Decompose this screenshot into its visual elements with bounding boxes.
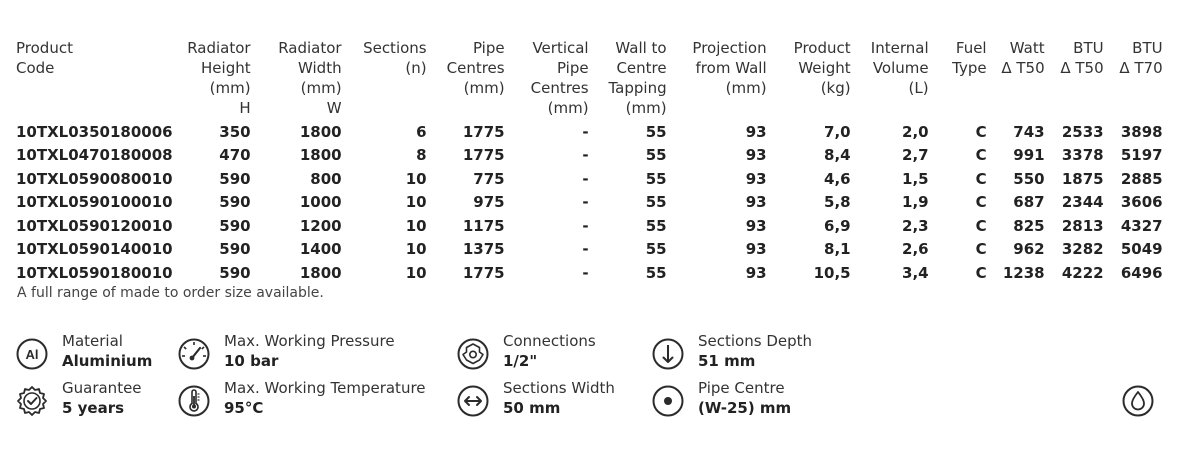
table-cell: 3282: [1061, 240, 1104, 259]
table-cell: 470: [219, 146, 251, 165]
feature-label: Sections Depth: [698, 332, 813, 350]
table-cell: 6: [416, 122, 427, 141]
guarantee-badge-icon: [16, 385, 48, 417]
table-cell: 687: [1013, 193, 1045, 212]
column-header: Radiator Height (mm) H: [187, 39, 251, 117]
table-cell: 743: [1013, 122, 1045, 141]
table-cell: 8,1: [824, 240, 851, 259]
table-cell: 1800: [299, 263, 342, 282]
table-cell: 93: [745, 169, 767, 188]
table-cell: 93: [745, 122, 767, 141]
feature-value: 5 years: [62, 399, 125, 417]
column-header: Radiator Width (mm) W: [278, 39, 342, 117]
table-cell: 1775: [462, 263, 505, 282]
table-cell: C: [975, 263, 987, 282]
table-cell: 2,7: [902, 146, 929, 165]
table-cell: 4222: [1061, 263, 1104, 282]
table-cell: 991: [1013, 146, 1045, 165]
table-cell: 10: [405, 193, 427, 212]
column-header: Vertical Pipe Centres (mm): [530, 39, 589, 117]
table-cell: 825: [1013, 216, 1045, 235]
column-header: Sections (n): [363, 39, 427, 77]
product-code-cell: 10TXL0350180006: [16, 122, 173, 141]
table-row: [16, 191, 1163, 215]
table-cell: C: [975, 193, 987, 212]
table-cell: C: [975, 146, 987, 165]
table-cell: 1,5: [902, 169, 929, 188]
product-code-cell: 10TXL0590140010: [16, 240, 173, 259]
table-cell: 10: [405, 169, 427, 188]
spec-table: [16, 38, 1163, 285]
table-cell: 975: [473, 193, 505, 212]
table-cell: 962: [1013, 240, 1045, 259]
table-cell: -: [582, 240, 589, 259]
table-cell: 1775: [462, 122, 505, 141]
column-header: Wall to Centre Tapping (mm): [608, 39, 667, 117]
feature-value: 51 mm: [698, 352, 756, 370]
table-cell: 2344: [1061, 193, 1104, 212]
table-cell: 1800: [299, 146, 342, 165]
table-cell: 1375: [462, 240, 505, 259]
connections-icon: [457, 338, 489, 370]
table-cell: -: [582, 146, 589, 165]
table-cell: 93: [745, 240, 767, 259]
table-cell: 2,0: [902, 122, 929, 141]
table-cell: 93: [745, 193, 767, 212]
width-arrows-icon: [457, 385, 489, 417]
table-cell: 1238: [1002, 263, 1045, 282]
table-row: [16, 167, 1163, 191]
pressure-gauge-icon: [178, 338, 210, 370]
table-cell: C: [975, 169, 987, 188]
pipe-centre-icon: [652, 385, 684, 417]
table-cell: 93: [745, 263, 767, 282]
feature-value: (W-25) mm: [698, 399, 792, 417]
table-row: [16, 261, 1163, 285]
table-cell: -: [582, 263, 589, 282]
feature-label: Pipe Centre: [698, 379, 785, 397]
table-cell: 6,9: [824, 216, 851, 235]
table-cell: 3378: [1061, 146, 1104, 165]
table-cell: 800: [310, 169, 342, 188]
column-header: Internal Volume (L): [870, 39, 929, 97]
table-cell: 775: [473, 169, 505, 188]
table-cell: 590: [219, 240, 251, 259]
table-cell: 350: [219, 122, 251, 141]
table-cell: 590: [219, 216, 251, 235]
water-drop-icon: [1122, 385, 1154, 417]
table-cell: 10: [405, 216, 427, 235]
table-cell: 3,4: [902, 263, 929, 282]
table-cell: 93: [745, 216, 767, 235]
table-cell: 1,9: [902, 193, 929, 212]
table-cell: 55: [645, 122, 667, 141]
table-cell: 10,5: [813, 263, 851, 282]
table-cell: 2885: [1120, 169, 1163, 188]
depth-arrow-icon: [652, 338, 684, 370]
column-header: Watt Δ T50: [1001, 39, 1045, 77]
column-header: BTU Δ T70: [1119, 39, 1163, 77]
feature-label: Sections Width: [503, 379, 615, 397]
table-cell: 5,8: [824, 193, 851, 212]
table-cell: -: [582, 216, 589, 235]
table-cell: 8: [416, 146, 427, 165]
table-cell: 1800: [299, 122, 342, 141]
column-header: Fuel Type: [952, 39, 987, 77]
table-cell: 55: [645, 169, 667, 188]
table-cell: 1875: [1061, 169, 1104, 188]
feature-label: Max. Working Temperature: [224, 379, 426, 397]
table-cell: 3898: [1120, 122, 1163, 141]
table-cell: 1200: [299, 216, 342, 235]
column-header: Projection from Wall (mm): [692, 39, 767, 97]
table-cell: 5197: [1120, 146, 1163, 165]
table-cell: 55: [645, 216, 667, 235]
feature-label: Material: [62, 332, 123, 350]
table-row: [16, 238, 1163, 262]
product-code-cell: 10TXL0590080010: [16, 169, 173, 188]
table-cell: 3606: [1120, 193, 1163, 212]
aluminium-icon: [16, 338, 48, 370]
table-cell: 590: [219, 169, 251, 188]
column-header: Product Weight (kg): [793, 39, 851, 97]
table-cell: 55: [645, 146, 667, 165]
table-row: [16, 214, 1163, 238]
table-cell: 590: [219, 263, 251, 282]
feature-value: 95°C: [224, 399, 264, 417]
table-cell: 55: [645, 263, 667, 282]
column-header: BTU Δ T50: [1060, 39, 1104, 77]
feature-value: Aluminium: [62, 352, 153, 370]
footnote: A full range of made to order size available.: [17, 285, 324, 301]
table-cell: 2,3: [902, 216, 929, 235]
table-cell: 10: [405, 240, 427, 259]
column-header: Product Code: [16, 39, 73, 77]
table-cell: C: [975, 216, 987, 235]
table-cell: C: [975, 122, 987, 141]
table-cell: 1775: [462, 146, 505, 165]
table-cell: 55: [645, 240, 667, 259]
feature-value: 50 mm: [503, 399, 561, 417]
table-cell: 5049: [1120, 240, 1163, 259]
table-cell: 10: [405, 263, 427, 282]
thermometer-icon: [178, 385, 210, 417]
table-body: [16, 120, 1163, 285]
product-code-cell: 10TXL0590120010: [16, 216, 173, 235]
table-cell: -: [582, 169, 589, 188]
table-cell: 55: [645, 193, 667, 212]
feature-value: 10 bar: [224, 352, 279, 370]
product-code-cell: 10TXL0590180010: [16, 263, 173, 282]
table-cell: 1000: [299, 193, 342, 212]
table-cell: 550: [1013, 169, 1045, 188]
table-cell: 2533: [1061, 122, 1104, 141]
aluminium-symbol: Al: [25, 347, 39, 362]
feature-label: Guarantee: [62, 379, 142, 397]
feature-value: 1/2": [503, 352, 538, 370]
column-header: Pipe Centres (mm): [446, 39, 505, 97]
table-cell: 590: [219, 193, 251, 212]
table-row: [16, 120, 1163, 144]
feature-label: Connections: [503, 332, 596, 350]
table-cell: 4,6: [824, 169, 851, 188]
product-code-cell: 10TXL0590100010: [16, 193, 173, 212]
table-cell: 93: [745, 146, 767, 165]
table-cell: 7,0: [824, 122, 851, 141]
table-cell: C: [975, 240, 987, 259]
table-row: [16, 144, 1163, 168]
feature-label: Max. Working Pressure: [224, 332, 395, 350]
table-cell: 2813: [1061, 216, 1104, 235]
table-cell: 1175: [462, 216, 505, 235]
table-header-row: [16, 38, 1163, 120]
table-cell: 8,4: [824, 146, 851, 165]
table-cell: 2,6: [902, 240, 929, 259]
table-cell: 6496: [1120, 263, 1163, 282]
product-code-cell: 10TXL0470180008: [16, 146, 173, 165]
table-cell: 4327: [1120, 216, 1163, 235]
table-cell: -: [582, 193, 589, 212]
table-cell: -: [582, 122, 589, 141]
table-cell: 1400: [299, 240, 342, 259]
